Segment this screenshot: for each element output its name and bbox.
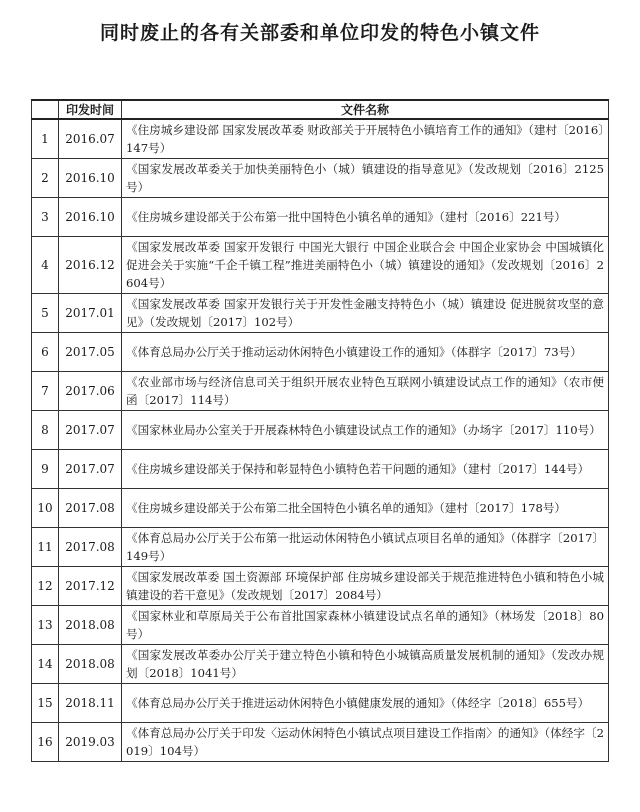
table-row: [32, 119, 609, 159]
page-title: 同时废止的各有关部委和单位印发的特色小镇文件: [99, 22, 540, 44]
table-row: [32, 684, 609, 723]
row-number: 2: [32, 159, 59, 198]
row-date: 2018.08: [59, 645, 122, 684]
row-date: 2016.10: [59, 159, 122, 198]
row-document-name: 《国家发展改革委 国土资源部 环境保护部 住房城乡建设部关于规范推进特色小镇和特色小城镇建设的若干意见》（发改规划〔2017〕2084号）: [122, 567, 609, 606]
row-document-name: 《国家发展改革委关于加快美丽特色小（城）镇建设的指导意见》（发改规划〔2016〕2125号）: [122, 159, 609, 198]
table-row: [32, 567, 609, 606]
table-row: [32, 372, 609, 411]
row-number: 12: [32, 567, 59, 606]
row-date: 2016.12: [59, 237, 122, 294]
row-date: 2017.07: [59, 450, 122, 489]
row-document-name: 《体育总局办公厅关于推进运动休闲特色小镇健康发展的通知》（体经字〔2018〕655号）: [122, 684, 609, 723]
row-number: 15: [32, 684, 59, 723]
row-number: 14: [32, 645, 59, 684]
header-document-name: 文件名称: [122, 100, 609, 119]
row-document-name: 《住房城乡建设部关于公布第二批全国特色小镇名单的通知》（建村〔2017〕178号）: [122, 489, 609, 528]
row-document-name: 《国家林业和草原局关于公布首批国家森林小镇建设试点名单的通知》（林场发〔2018〕80号）: [122, 606, 609, 645]
row-date: 2018.08: [59, 606, 122, 645]
row-number: 7: [32, 372, 59, 411]
table-row: [32, 294, 609, 333]
row-date: 2018.11: [59, 684, 122, 723]
table-row: [32, 528, 609, 567]
row-number: 4: [32, 237, 59, 294]
row-number: 1: [32, 119, 59, 159]
row-document-name: 《体育总局办公厅关于印发〈运动休闲特色小镇试点项目建设工作指南〉的通知》（体经字〔2019〕104号）: [122, 723, 609, 762]
row-number: 11: [32, 528, 59, 567]
row-date: 2019.03: [59, 723, 122, 762]
row-document-name: 《住房城乡建设部关于保持和彰显特色小镇特色若干问题的通知》（建村〔2017〕144号）: [122, 450, 609, 489]
table-row: [32, 237, 609, 294]
row-document-name: 《农业部市场与经济信息司关于组织开展农业特色互联网小镇建设试点工作的通知》（农市便函〔2017〕114号）: [122, 372, 609, 411]
row-date: 2017.05: [59, 333, 122, 372]
table-row: [32, 606, 609, 645]
row-date: 2017.01: [59, 294, 122, 333]
table-row: [32, 411, 609, 450]
row-date: 2017.08: [59, 489, 122, 528]
row-date: 2016.07: [59, 119, 122, 159]
row-number: 13: [32, 606, 59, 645]
row-date: 2017.08: [59, 528, 122, 567]
row-document-name: 《体育总局办公厅关于公布第一批运动休闲特色小镇试点项目名单的通知》（体群字〔2017〕149号）: [122, 528, 609, 567]
header-number: [32, 100, 59, 119]
row-number: 9: [32, 450, 59, 489]
row-number: 16: [32, 723, 59, 762]
table-header-row: [32, 100, 609, 119]
row-document-name: 《住房城乡建设部关于公布第一批中国特色小镇名单的通知》（建村〔2016〕221号）: [122, 198, 609, 237]
row-number: 8: [32, 411, 59, 450]
header-issue-date: 印发时间: [59, 100, 122, 119]
table-row: [32, 723, 609, 762]
document-table: [31, 99, 609, 762]
row-document-name: 《国家发展改革委 国家开发银行 中国光大银行 中国企业联合会 中国企业家协会 中国城镇化促进会关于实施“千企千镇工程”推进美丽特色小（城）镇建设的通知》（发改规划〔2016〕2604号）: [122, 237, 609, 294]
row-document-name: 《国家林业局办公室关于开展森林特色小镇建设试点工作的通知》（办场字〔2017〕110号）: [122, 411, 609, 450]
row-number: 3: [32, 198, 59, 237]
row-date: 2017.06: [59, 372, 122, 411]
row-number: 6: [32, 333, 59, 372]
row-number: 10: [32, 489, 59, 528]
row-document-name: 《国家发展改革委 国家开发银行关于开发性金融支持特色小（城）镇建设 促进脱贫攻坚的意见》（发改规划〔2017〕102号）: [122, 294, 609, 333]
table-row: [32, 489, 609, 528]
table-row: [32, 645, 609, 684]
row-number: 5: [32, 294, 59, 333]
row-date: 2016.10: [59, 198, 122, 237]
table-row: [32, 333, 609, 372]
row-document-name: 《住房城乡建设部 国家发展改革委 财政部关于开展特色小镇培育工作的通知》（建村〔2016〕147号）: [122, 119, 609, 159]
table-row: [32, 198, 609, 237]
row-document-name: 《体育总局办公厅关于推动运动休闲特色小镇建设工作的通知》（体群字〔2017〕73号）: [122, 333, 609, 372]
row-date: 2017.12: [59, 567, 122, 606]
row-document-name: 《国家发展改革委办公厅关于建立特色小镇和特色小城镇高质量发展机制的通知》（发改办规划〔2018〕1041号）: [122, 645, 609, 684]
table-row: [32, 450, 609, 489]
row-date: 2017.07: [59, 411, 122, 450]
table-row: [32, 159, 609, 198]
